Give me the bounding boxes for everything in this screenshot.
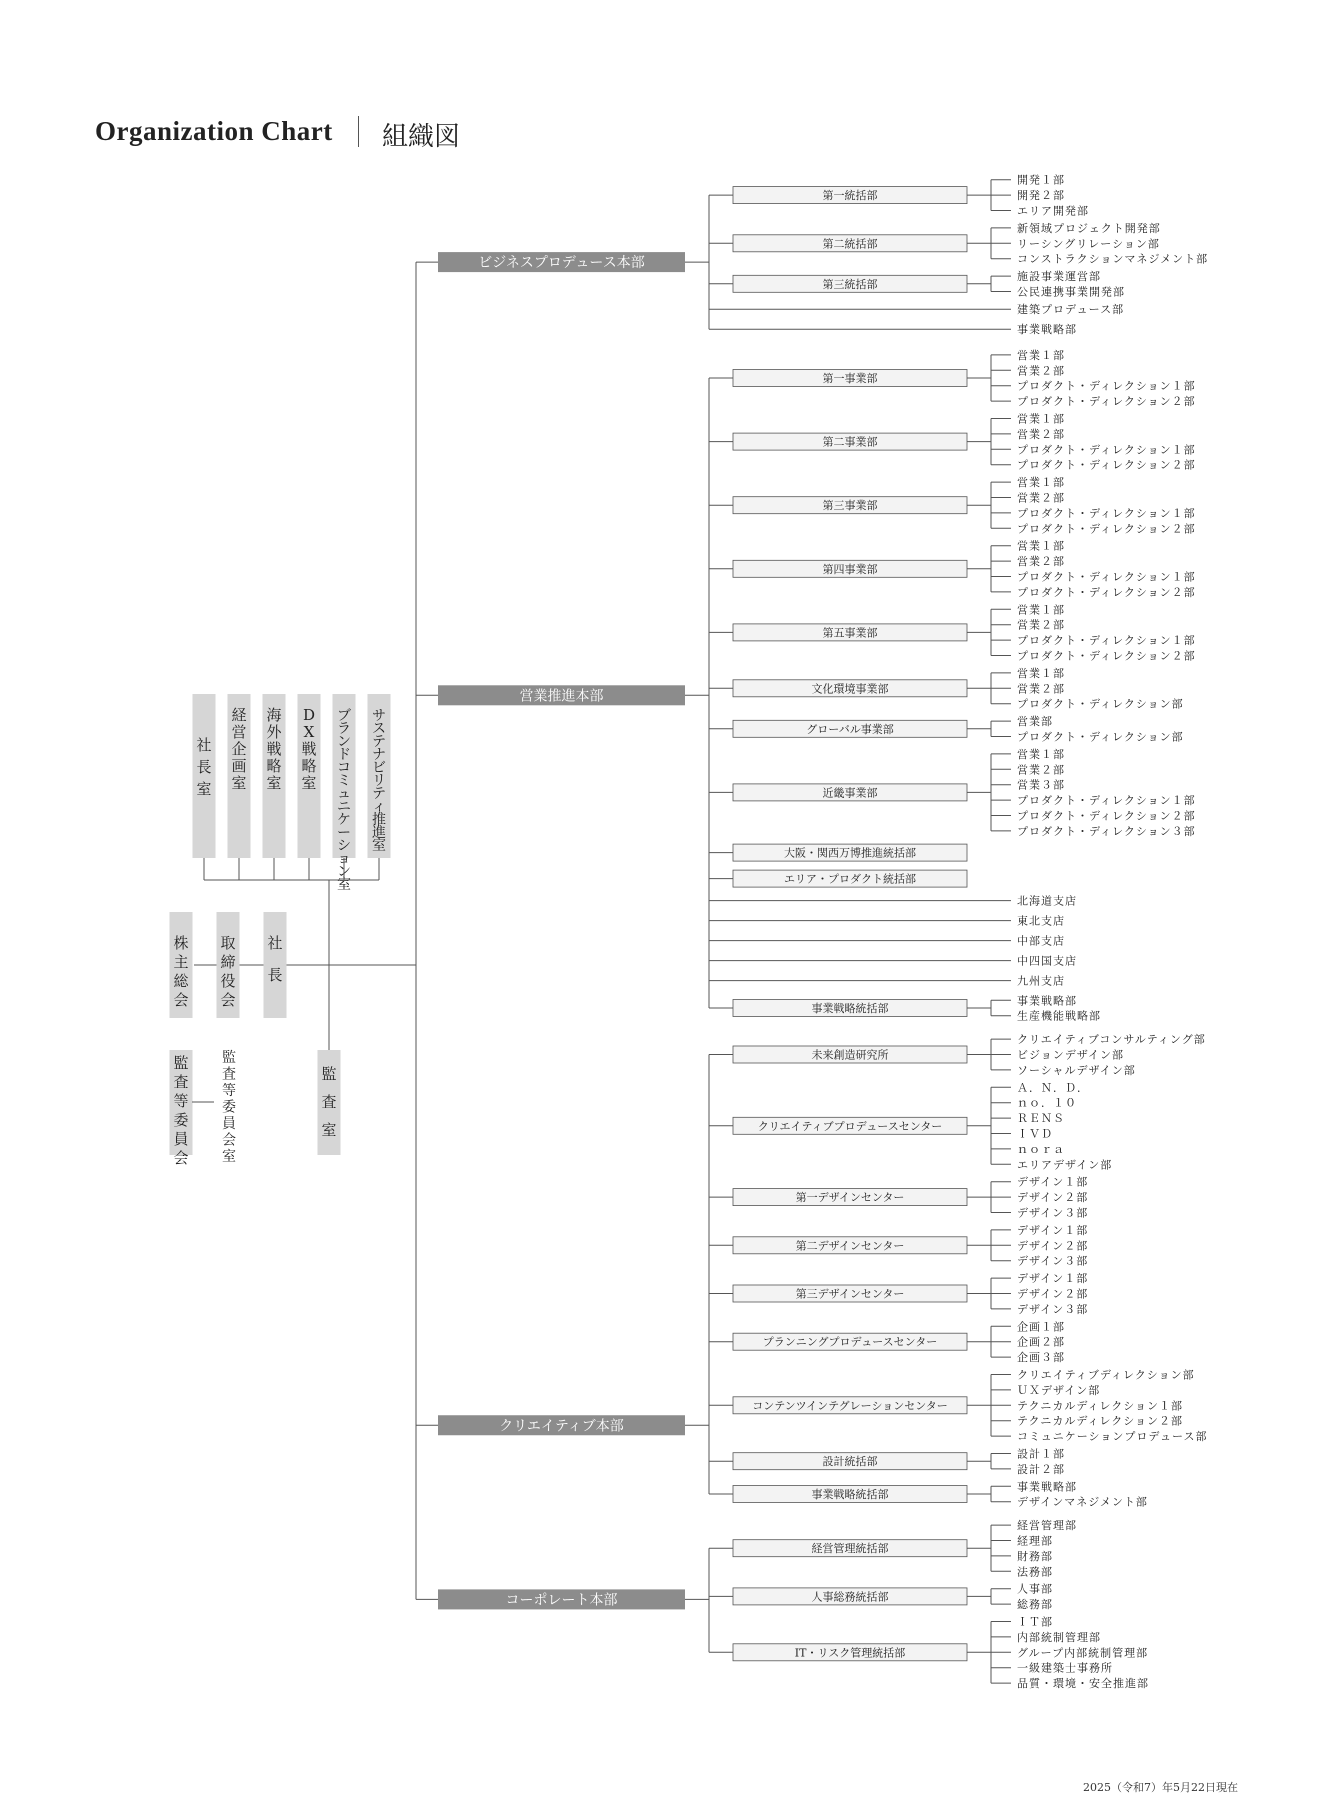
dept-label: 営業２部 xyxy=(1017,491,1065,505)
page-title-en: Organization Chart xyxy=(95,116,333,146)
dept-label: プロダクト・ディレクション３部 xyxy=(1017,824,1196,838)
dept-label: 営業２部 xyxy=(1017,427,1065,441)
dept-label: デザインマネジメント部 xyxy=(1017,1495,1148,1509)
audit-committee-office-label: 監査等委員会室 xyxy=(222,1050,236,1165)
dept-label: 営業１部 xyxy=(1017,539,1065,553)
dept-label: クリエイティブコンサルティング部 xyxy=(1017,1033,1206,1047)
dept-label: クリエイティブディレクション部 xyxy=(1017,1368,1195,1382)
dept-label: デザイン１部 xyxy=(1017,1175,1089,1189)
unit-label: 第三事業部 xyxy=(822,499,878,513)
staff-office-label: 社長室 xyxy=(196,736,212,798)
dept-label: 九州支店 xyxy=(1017,974,1065,988)
unit-label: グローバル事業部 xyxy=(806,722,894,736)
president-box xyxy=(264,912,287,1018)
dept-label: プロダクト・ディレクション２部 xyxy=(1017,522,1196,536)
president-label: 社長 xyxy=(267,934,283,984)
unit-label: 第一統括部 xyxy=(822,189,878,203)
dept-label: 総務部 xyxy=(1017,1598,1053,1612)
dept-label: 営業部 xyxy=(1017,715,1053,729)
dept-label: コミュニケーションプロデュース部 xyxy=(1017,1430,1208,1444)
dept-label: テクニカルディレクション２部 xyxy=(1017,1414,1184,1428)
dept-label: 品質・環境・安全推進部 xyxy=(1017,1677,1149,1691)
dept-label: 開発２部 xyxy=(1017,189,1065,203)
dept-label: プロダクト・ディレクション２部 xyxy=(1017,458,1196,472)
dept-label: ＵＸデザイン部 xyxy=(1017,1383,1101,1397)
dept-label: プロダクト・ディレクション２部 xyxy=(1017,585,1196,599)
dept-label: 財務部 xyxy=(1017,1549,1053,1563)
dept-label: 営業１部 xyxy=(1017,666,1065,680)
dept-label: 企画１部 xyxy=(1017,1320,1065,1334)
staff-office-label: サステナビリティ推進室 xyxy=(372,708,386,854)
unit-label: クリエイティブプロデュースセンター xyxy=(757,1119,943,1133)
unit-label: 経営管理統括部 xyxy=(811,1542,889,1556)
dept-label: ｎｏｒａ xyxy=(1017,1142,1065,1156)
dept-label: ＩＶＤ xyxy=(1017,1127,1053,1141)
dept-label: 営業２部 xyxy=(1017,364,1065,378)
dept-label: 営業３部 xyxy=(1017,778,1065,792)
dept-label: 営業２部 xyxy=(1017,763,1065,777)
dept-label: 事業戦略部 xyxy=(1017,323,1077,337)
dept-label: テクニカルディレクション１部 xyxy=(1017,1399,1184,1413)
as-of-date: 2025（令和7）年5月22日現在 xyxy=(1083,1781,1238,1794)
dept-label: 生産機能戦略部 xyxy=(1017,1009,1101,1023)
dept-label: エリアデザイン部 xyxy=(1017,1158,1113,1172)
dept-label: プロダクト・ディレクション２部 xyxy=(1017,395,1196,409)
unit-label: 第三統括部 xyxy=(822,277,878,291)
dept-label: プロダクト・ディレクション１部 xyxy=(1017,379,1196,393)
unit-label: IT・リスク管理統括部 xyxy=(794,1646,906,1660)
dept-label: プロダクト・ディレクション１部 xyxy=(1017,634,1196,648)
dept-label: プロダクト・ディレクション１部 xyxy=(1017,443,1196,457)
dept-label: 営業１部 xyxy=(1017,412,1065,426)
dept-label: プロダクト・ディレクション１部 xyxy=(1017,570,1196,584)
unit-label: 第五事業部 xyxy=(822,626,878,640)
dept-label: 企画３部 xyxy=(1017,1351,1065,1365)
dept-label: グループ内部統制管理部 xyxy=(1017,1646,1149,1660)
dept-label: 設計２部 xyxy=(1017,1462,1065,1476)
unit-label: 人事総務統括部 xyxy=(811,1590,889,1604)
dept-label: ＩＴ部 xyxy=(1017,1615,1053,1629)
dept-label: プロダクト・ディレクション部 xyxy=(1017,697,1184,711)
dept-label: ｎｏ．１０ xyxy=(1017,1096,1077,1110)
dept-label: Ａ．Ｎ．Ｄ． xyxy=(1017,1081,1089,1095)
unit-label: 未来創造研究所 xyxy=(811,1048,889,1062)
unit-label: 第三デザインセンター xyxy=(795,1287,905,1301)
shareholders-label: 株主総会 xyxy=(173,934,189,1009)
unit-label: 事業戦略統括部 xyxy=(811,1002,889,1015)
dept-label: 事業戦略部 xyxy=(1017,994,1077,1008)
dept-label: ビジョンデザイン部 xyxy=(1017,1048,1125,1062)
page-title-ja: 組織図 xyxy=(382,122,461,152)
unit-label: 文化環境事業部 xyxy=(811,682,889,696)
unit-label: エリア・プロダクト統括部 xyxy=(784,872,916,886)
dept-label: プロダクト・ディレクション２部 xyxy=(1017,809,1196,823)
staff-office-label: ブランドコミュニケーション室 xyxy=(337,708,351,893)
dept-label: 東北支店 xyxy=(1017,914,1065,928)
staff-office-label: D X 戦略室 xyxy=(301,706,317,792)
dept-label: リーシングリレーション部 xyxy=(1017,237,1160,251)
dept-label: プロダクト・ディレクション部 xyxy=(1017,730,1184,744)
hq-label: 営業推進本部 xyxy=(519,688,604,705)
hq-label: クリエイティブ本部 xyxy=(499,1418,624,1435)
dept-label: デザイン３部 xyxy=(1017,1206,1089,1220)
unit-label: 第二デザインセンター xyxy=(795,1239,905,1253)
dept-label: 中部支店 xyxy=(1017,934,1065,948)
unit-label: 第二事業部 xyxy=(822,435,878,449)
unit-label: コンテンツインテグレーションセンター xyxy=(752,1399,948,1413)
unit-label: プランニングプロデュースセンター xyxy=(762,1335,938,1349)
dept-label: プロダクト・ディレクション１部 xyxy=(1017,506,1196,520)
dept-label: 営業１部 xyxy=(1017,348,1065,362)
hq-label: コーポレート本部 xyxy=(505,1592,618,1609)
dept-label: 施設事業運営部 xyxy=(1017,270,1101,284)
audit-office-label: 監査室 xyxy=(321,1065,337,1139)
unit-label: 設計統括部 xyxy=(822,1455,878,1469)
dept-label: デザイン１部 xyxy=(1017,1223,1089,1237)
staff-office-label: 海外戦略室 xyxy=(266,706,282,792)
dept-label: デザイン２部 xyxy=(1017,1287,1089,1301)
dept-label: 営業１部 xyxy=(1017,747,1065,761)
dept-label: 新領域プロジェクト開発部 xyxy=(1017,221,1161,235)
dept-label: デザイン３部 xyxy=(1017,1254,1089,1268)
dept-label: 営業２部 xyxy=(1017,555,1065,569)
unit-label: 第一事業部 xyxy=(822,372,878,385)
dept-label: 営業２部 xyxy=(1017,618,1065,632)
dept-label: ＲＥＮＳ xyxy=(1017,1112,1065,1126)
dept-label: 営業１部 xyxy=(1017,603,1065,617)
dept-label: エリア開発部 xyxy=(1017,204,1089,218)
unit-label: 大阪・関西万博推進統括部 xyxy=(784,846,916,860)
dept-label: プロダクト・ディレクション１部 xyxy=(1017,794,1196,808)
unit-label: 近畿事業部 xyxy=(822,786,878,800)
dept-label: デザイン２部 xyxy=(1017,1239,1089,1253)
dept-label: 中四国支店 xyxy=(1017,954,1077,968)
dept-label: 企画２部 xyxy=(1017,1335,1065,1349)
dept-label: 内部統制管理部 xyxy=(1017,1630,1101,1644)
dept-label: 北海道支店 xyxy=(1017,894,1077,908)
board-label: 取締役会 xyxy=(220,934,236,1009)
unit-label: 第二統括部 xyxy=(822,237,878,251)
unit-label: 第四事業部 xyxy=(822,562,878,576)
dept-label: 公民連携事業開発部 xyxy=(1017,285,1125,299)
dept-label: デザイン１部 xyxy=(1017,1272,1089,1286)
dept-label: 法務部 xyxy=(1017,1565,1053,1579)
dept-label: デザイン３部 xyxy=(1017,1302,1089,1316)
dept-label: 開発１部 xyxy=(1017,173,1065,187)
dept-label: 人事部 xyxy=(1017,1582,1053,1596)
dept-label: デザイン２部 xyxy=(1017,1191,1089,1205)
dept-label: コンストラクションマネジメント部 xyxy=(1017,252,1209,266)
dept-label: 建築プロデュース部 xyxy=(1017,303,1125,317)
dept-label: 経理部 xyxy=(1017,1534,1053,1548)
dept-label: 事業戦略部 xyxy=(1017,1480,1077,1494)
audit-committee-label: 監査等委員会 xyxy=(173,1054,189,1167)
staff-office-label: 経営企画室 xyxy=(231,706,247,792)
unit-label: 事業戦略統括部 xyxy=(811,1488,889,1501)
dept-label: 経営管理部 xyxy=(1017,1519,1077,1533)
hq-label: ビジネスプロデュース本部 xyxy=(478,255,645,272)
unit-label: 第一デザインセンター xyxy=(795,1191,905,1205)
dept-label: 営業１部 xyxy=(1017,476,1065,490)
dept-label: 一級建築士事務所 xyxy=(1017,1661,1113,1675)
staff-office-box xyxy=(193,694,216,858)
dept-label: プロダクト・ディレクション２部 xyxy=(1017,649,1196,663)
dept-label: ソーシャルデザイン部 xyxy=(1017,1063,1136,1077)
dept-label: 設計１部 xyxy=(1017,1447,1065,1461)
dept-label: 営業２部 xyxy=(1017,682,1065,696)
